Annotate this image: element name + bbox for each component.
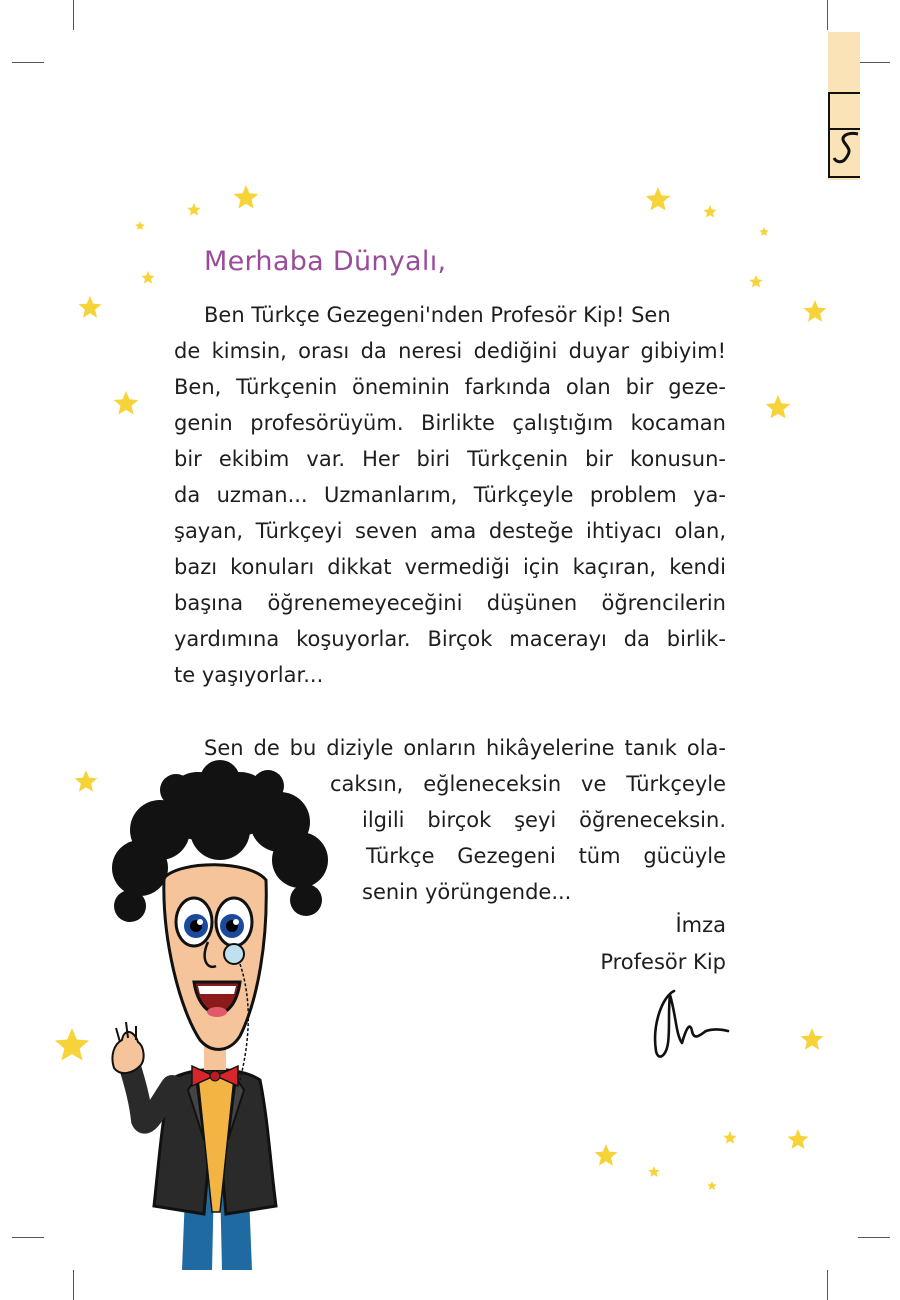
star-icon <box>78 296 102 320</box>
star-icon <box>800 1028 824 1052</box>
star-icon <box>141 271 155 285</box>
letter-line: Sen de bu diziyle onların hikâyelerine tanık ola- <box>204 736 726 760</box>
star-icon <box>765 395 791 421</box>
crop-mark <box>12 1237 44 1238</box>
crop-mark <box>858 1237 890 1238</box>
crop-mark <box>827 1270 828 1300</box>
star-icon <box>113 391 139 417</box>
page-edge-tab-line <box>828 92 860 94</box>
letter-line: senin yörüngende... <box>362 880 572 904</box>
letter-line: yardımına koşuyorlar. Birçok macerayı da birlik- <box>174 627 726 651</box>
star-icon <box>648 1166 660 1178</box>
star-icon <box>759 227 769 237</box>
letter-line: Ben Türkçe Gezegeni'nden Profesör Kip! Sen <box>204 303 671 327</box>
letter-line: genin profesörüyüm. Birlikte çalıştığım kocaman <box>174 411 726 435</box>
star-icon <box>54 1028 90 1064</box>
professor-kip-illustration <box>100 760 360 1270</box>
star-icon <box>233 185 259 211</box>
star-icon <box>787 1129 809 1151</box>
star-icon <box>645 187 671 213</box>
crop-mark <box>12 62 44 63</box>
letter-line: şayan, Türkçeyi seven ama desteğe ihtiyacı olan, <box>174 519 726 543</box>
letter-line: bir ekibim var. Her biri Türkçenin bir konusun- <box>174 447 726 471</box>
crop-mark <box>73 0 74 30</box>
signature-label: İmza <box>675 913 726 937</box>
letter-paragraph-1 <box>174 297 726 693</box>
letter-greeting: Merhaba Dünyalı, <box>204 246 447 277</box>
star-icon <box>703 205 717 219</box>
crop-mark <box>73 1270 74 1300</box>
letter-line: bazı konuları dikkat vermediği için kaçıran, kendi <box>174 555 726 579</box>
letter-line: Ben, Türkçenin öneminin farkında olan bir geze- <box>174 375 726 399</box>
letter-line: ilgili birçok şeyi öğreneceksin. <box>362 808 726 832</box>
star-icon <box>749 275 763 289</box>
page-edge-glyph <box>830 128 860 176</box>
star-icon <box>803 300 827 324</box>
letter-line: Türkçe Gezegeni tüm gücüyle <box>366 844 726 868</box>
crop-mark <box>827 0 828 30</box>
star-icon <box>723 1131 737 1145</box>
letter-line: da uzman... Uzmanlarım, Türkçeyle problem ya- <box>174 483 726 507</box>
signature-scribble <box>640 985 732 1065</box>
star-icon <box>187 203 201 217</box>
letter-line: de kimsin, orası da neresi dediğini duyar gibiyim! <box>174 339 726 363</box>
letter-line: te yaşıyorlar... <box>174 663 324 687</box>
star-icon <box>135 221 145 231</box>
crop-mark <box>858 62 890 63</box>
letter-line: başına öğrenemeyeceğini düşünen öğrencilerin <box>174 591 726 615</box>
page-edge-tab-line <box>828 176 860 178</box>
signature-name: Profesör Kip <box>600 950 726 974</box>
letter-line: caksın, eğleneceksin ve Türkçeyle <box>330 772 726 796</box>
star-icon <box>707 1181 717 1191</box>
star-icon <box>594 1144 618 1168</box>
star-icon <box>74 770 98 794</box>
